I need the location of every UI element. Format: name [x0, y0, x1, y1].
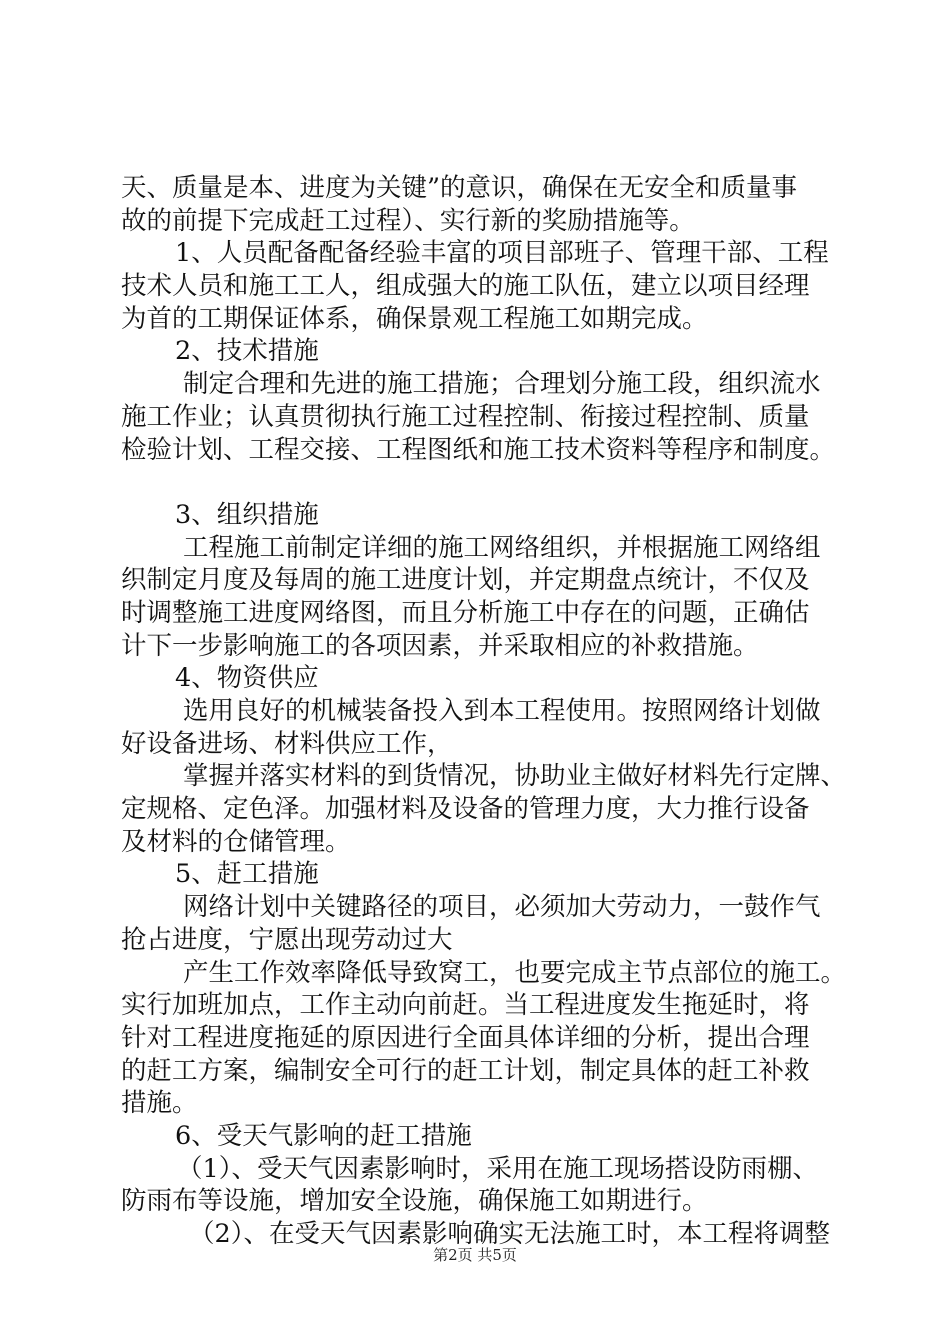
text-line: 时调整施工进度网络图，而且分析施工中存在的问题，正确估 — [121, 597, 810, 628]
text-line: 抢占进度，宁愿出现劳动过大 — [121, 924, 453, 955]
paragraph-gap — [121, 466, 841, 499]
page-body — [121, 172, 847, 1251]
section-heading-materials: 4、物资供应 — [175, 663, 319, 694]
text-line: 故的前提下完成赶工过程）、实行新的奖励措施等。 — [121, 205, 695, 236]
text-line: 及材料的仓储管理。 — [121, 826, 351, 857]
text-line: 针对工程进度拖延的原因进行全面具体详细的分析，提出合理 — [121, 1022, 810, 1053]
text-line: 产生工作效率降低导致窝工，也要完成主节点部位的施工。 — [183, 957, 847, 988]
text-line: 防雨布等设施，增加安全设施，确保施工如期进行。 — [121, 1186, 708, 1217]
text-line: 工程施工前制定详细的施工网络组织，并根据施工网络组 — [183, 532, 821, 563]
text-line: 织制定月度及每周的施工进度计划，并定期盘点统计，不仅及 — [121, 565, 810, 596]
text-line: 技术人员和施工工人，组成强大的施工队伍，建立以项目经理 — [121, 271, 810, 302]
text-line: 天、质量是本、进度为关键”的意识，确保在无安全和质量事 — [121, 173, 798, 203]
text-line: 为首的工期保证体系，确保景观工程施工如期完成。 — [121, 303, 708, 334]
text-line: 掌握并落实材料的到货情况，协助业主做好材料先行定牌、 — [183, 761, 847, 792]
text-line: （2）、在受天气因素影响确实无法施工时，本工程将调整 — [189, 1219, 830, 1249]
section-heading-weather: 6、受天气影响的赶工措施 — [175, 1120, 472, 1151]
text-line: 好设备进场、材料供应工作， — [121, 728, 453, 759]
text-line: 制定合理和先进的施工措施；合理划分施工段，组织流水 — [183, 369, 821, 400]
text-line: 网络计划中关键路径的项目，必须加大劳动力，一鼓作气 — [183, 892, 821, 923]
text-line: 措施。 — [121, 1088, 198, 1119]
text-line: （1）、受天气因素影响时，采用在施工现场搭设防雨棚、 — [177, 1153, 818, 1184]
text-line: 计下一步影响施工的各项因素，并采取相应的补救措施。 — [121, 630, 759, 661]
section-heading-organization: 3、组织措施 — [175, 499, 319, 530]
text-line: 定规格、定色泽。加强材料及设备的管理力度，大力推行设备 — [121, 794, 810, 825]
text-line: 施工作业；认真贯彻执行施工过程控制、衔接过程控制、质量 — [121, 401, 810, 432]
text-line: 实行加班加点，工作主动向前赶。当工程进度发生拖延时，将 — [121, 990, 810, 1021]
numbered-item-1: 1、人员配备配备经验丰富的项目部班子、管理干部、工程 — [175, 238, 829, 269]
text-line: 选用良好的机械装备投入到本工程使用。按照网络计划做 — [183, 696, 821, 726]
section-heading-rush: 5、赶工措施 — [175, 859, 319, 890]
section-heading-technical: 2、技术措施 — [175, 336, 319, 367]
text-line: 的赶工方案，编制安全可行的赶工计划，制定具体的赶工补救 — [121, 1055, 810, 1086]
text-line: 检验计划、工程交接、工程图纸和施工技术资料等程序和制度。 — [121, 434, 836, 465]
page-footer: 第2页 共5页 — [433, 1246, 517, 1264]
